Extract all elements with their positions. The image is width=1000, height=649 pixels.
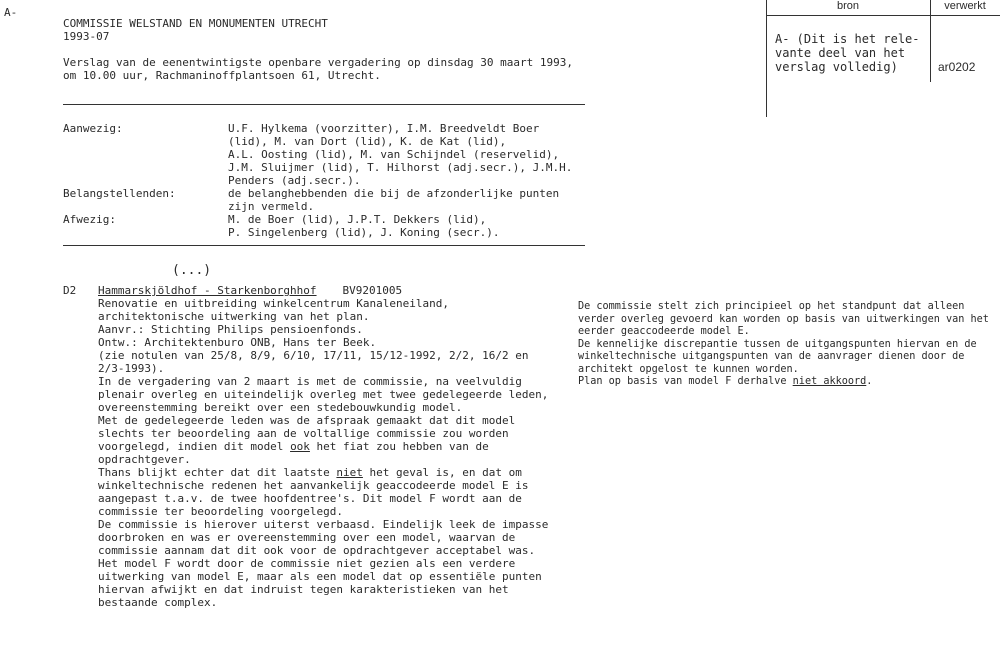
item-code: BV9201005: [342, 284, 403, 297]
org-name: COMMISSIE WELSTAND EN MONUMENTEN UTRECHT: [63, 17, 328, 30]
present-list: U.F. Hylkema (voorzitter), I.M. Breedveldt Boer (lid), M. van Dort (lid), K. de Kat (lid), A.L. Oosting (lid), M. van Schijndel (reservelid), J.M. Sluijmer (lid), T. Hilhorst (adj.secr.), J.M.H. Penders (adj.secr.).: [228, 122, 573, 187]
stakeholders-label: Belangstellenden:: [63, 187, 176, 200]
doc-id: 1993-07: [63, 30, 110, 43]
stakeholders-text: de belanghebbenden die bij de afzonderlijke punten zijn vermeld.: [228, 187, 560, 213]
item-number: D2: [63, 284, 77, 297]
item-body: Renovatie en uitbreiding winkelcentrum Kanaleneiland, architektonische uitwerking van het plan. Aanvr.: Stichting Philips pensioenfonds. Ontw.: Architektenburo ONB, Hans ter Beek. (zie notulen van 25/8, 8/9, 6/10, 17/11, 15/12-1992, 2/2, 16/2 en 2/3-1993). In de vergadering van 2 maart is met de commissie, na veelvuldig plenair overleg en uiteindelijk overleg met twee gedelegeerde leden, overeenstemming bereikt over een stedebouwkundig model. Met de gedelegeerde leden was de afspraak gemaakt dat dit model slechts ter beoordeling aan de voltallige commissie zou worden voorgelegd, indien dit model ook het fiat zou hebben van de opdrachtgever. Thans blijkt echter dat dit laatste niet het geval is, en dat om winkeltechnische redenen het aanvankelijk geaccodeerde model E is aangepast t.a.v. de twee hoofdentree's. Dit model F wordt aan de commissie ter beoordeling voorgelegd. De commissie is hierover uiterst verbaasd. Eindelijk leek de impasse doorbroken en was er overeenstemming over een model, waarvan de commissie aannam dat dit ook voor de opdrachtgever acceptabel was. Het model F wordt door de commissie niet gezien als een verdere uitwerking van model E, maar als een model dat op essentiële punten hiervan afwijkt en dat indruist tegen karakteristieken van het bestaande complex.: [98, 297, 549, 609]
verdict: niet akkoord: [792, 376, 867, 387]
verwerkt-value: ar0202: [938, 60, 976, 74]
meeting-title-line-2: om 10.00 uur, Rachmaninoffplantsoen 61, Utrecht.: [63, 69, 381, 82]
meeting-title-line-1: Verslag van de eenentwintigste openbare vergadering op dinsdag 30 maart 1993,: [63, 56, 573, 69]
absent-label: Afwezig:: [63, 213, 116, 226]
absent-list: M. de Boer (lid), J.P.T. Dekkers (lid), P. Singelenberg (lid), J. Koning (secr.).: [228, 213, 500, 239]
separator-bottom: [63, 245, 585, 246]
commission-advice: De commissie stelt zich principieel op het standpunt dat alleen verder overleg gevoerd kan worden op basis van uitwerkingen van het eerder geaccodeerde model E. De kennelijke discrepantie tussen de uitgangspunten hiervan en de winkeltechnische uitgangspunten van de aanvrager dienen door de architekt opgelost te kunnen worden. Plan op basis van model F derhalve niet akkoord.: [578, 301, 989, 387]
separator-top: [63, 104, 585, 105]
emphasis-niet: niet: [336, 466, 363, 479]
bron-note: A- (Dit is het rele- vante deel van het verslag volledig): [775, 32, 920, 74]
emphasis-ook: ook: [290, 440, 310, 453]
item-heading: [98, 284, 402, 297]
verwerkt-header: verwerkt: [944, 0, 986, 12]
corner-mark: A-: [4, 6, 18, 19]
bron-header: bron: [836, 0, 860, 12]
present-label: Aanwezig:: [63, 122, 123, 135]
item-title: Hammarskjöldhof - Starkenborghhof: [98, 284, 317, 297]
omission-mark: (...): [172, 263, 212, 278]
